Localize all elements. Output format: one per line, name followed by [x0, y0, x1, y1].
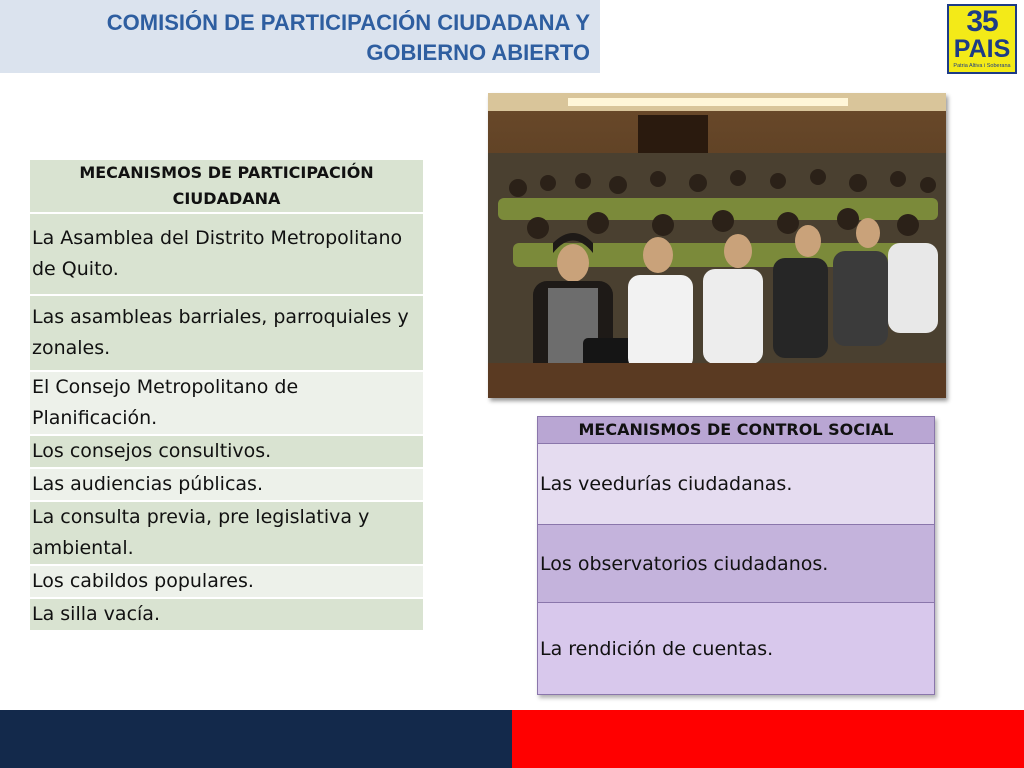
table-row [538, 444, 935, 525]
title-line-1: COMISIÓN DE PARTICIPACIÓN CIUDADANA Y [106, 10, 590, 35]
table-cell: La Asamblea del Distrito Metropolitano de Quito. [29, 213, 424, 295]
table-cell: La rendición de cuentas. [538, 603, 935, 695]
table-cell: La consulta previa, pre legislativa y ambiental. [29, 501, 424, 565]
table-cell: Los observatorios ciudadanos. [538, 525, 935, 603]
logo-number: 35 [966, 5, 998, 38]
table-cell: El Consejo Metropolitano de Planificación. [29, 371, 424, 435]
table-row [538, 525, 935, 603]
table-row [29, 371, 424, 435]
table-cell: Los consejos consultivos. [29, 435, 424, 468]
slide-title [0, 0, 600, 73]
footer-bar-red [512, 710, 1024, 768]
party-logo [947, 4, 1017, 74]
table-row [29, 213, 424, 295]
social-control-table [537, 416, 935, 695]
audience-photo-illustration [488, 93, 946, 398]
table-row [538, 603, 935, 695]
table-header-row [538, 417, 935, 444]
table-row [29, 468, 424, 501]
control-table-header: MECANISMOS DE CONTROL SOCIAL [538, 417, 935, 444]
table-cell: Las audiencias públicas. [29, 468, 424, 501]
table-cell: La silla vacía. [29, 598, 424, 631]
table-cell: Las veedurías ciudadanas. [538, 444, 935, 525]
audience-photo [488, 93, 946, 398]
title-line-2: GOBIERNO ABIERTO [366, 40, 590, 65]
table-header-row [29, 159, 424, 213]
participation-table-header: MECANISMOS DE PARTICIPACIÓN CIUDADANA [29, 159, 424, 213]
table-cell: Los cabildos populares. [29, 565, 424, 598]
table-cell: Las asambleas barriales, parroquiales y zonales. [29, 295, 424, 371]
logo-name: PAIS [953, 35, 1011, 63]
table-row [29, 598, 424, 631]
participation-mechanisms-table [28, 158, 425, 632]
table-row [29, 501, 424, 565]
table-row [29, 295, 424, 371]
table-row [29, 435, 424, 468]
table-row [29, 565, 424, 598]
footer-bar-navy [0, 710, 512, 768]
logo-tagline: Patria Altiva i Soberana [953, 63, 1011, 69]
